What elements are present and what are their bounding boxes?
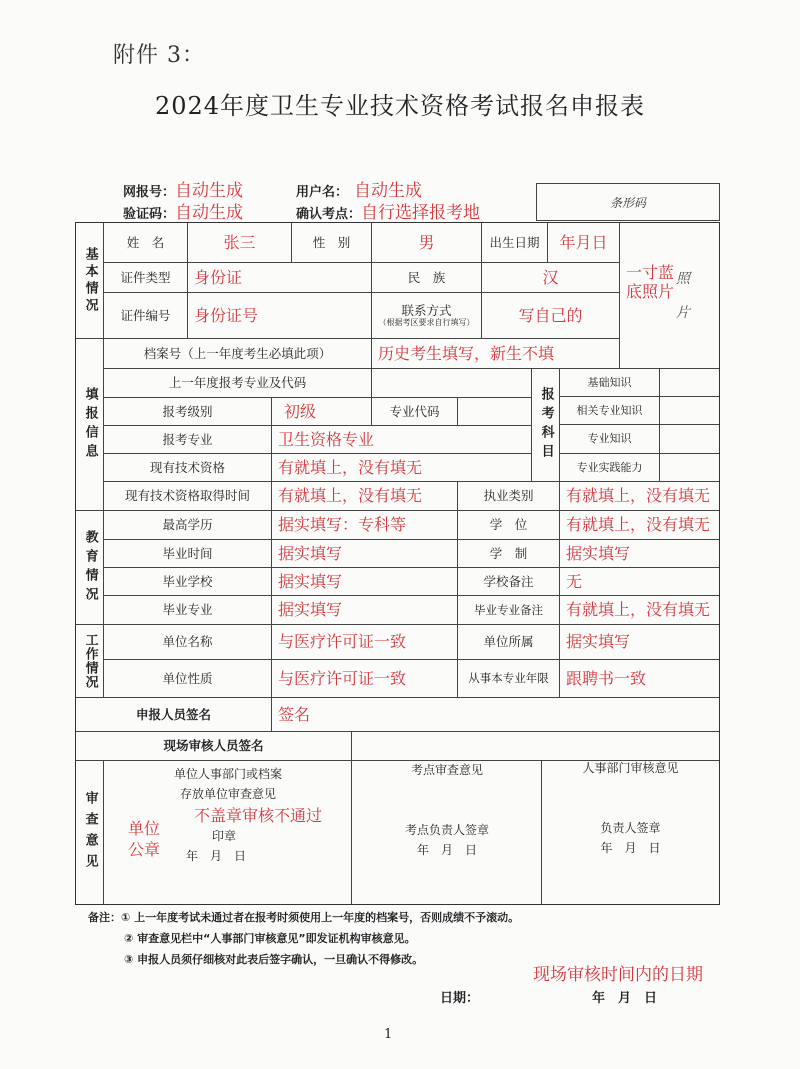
grad-time-value[interactable]: 据实填写 — [272, 540, 458, 568]
id-no-value[interactable]: 身份证号 — [188, 293, 372, 339]
form-title: 2024年度卫生专业技术资格考试报名申报表 — [154, 92, 646, 120]
captcha-field — [123, 198, 243, 223]
unit-name-label: 单位名称 — [104, 625, 272, 660]
captcha-label: 验证码： — [123, 207, 176, 222]
unit-review-title-1: 单位人事部门或档案 — [173, 767, 282, 781]
gender-label: 性 别 — [292, 223, 372, 263]
photo-box[interactable] — [620, 223, 719, 369]
practice-label: 执业类别 — [458, 482, 560, 511]
attachment-label: 附件 3： — [113, 43, 205, 68]
unit-seal-annotation: 单位公章 — [127, 819, 160, 859]
highest-edu-label: 最高学历 — [104, 511, 272, 540]
archive-label: 档案号（上一年度考生必填此项） — [104, 339, 372, 369]
subjects-section — [532, 369, 560, 482]
unit-review-box[interactable] — [104, 761, 352, 904]
section-review — [76, 761, 104, 904]
date-label: 日期： — [440, 991, 480, 1006]
level-value[interactable]: 初级 — [272, 398, 372, 426]
barcode-box — [536, 183, 720, 221]
unit-nature-value[interactable]: 与医疗许可证一致 — [272, 660, 458, 698]
birth-label: 出生日期 — [482, 223, 548, 263]
section-fill — [76, 339, 104, 511]
major-label: 报考专业 — [104, 426, 272, 454]
exam-site-label: 确认考点： — [296, 207, 362, 222]
contact-label: 联系方式 — [401, 302, 452, 318]
applicant-sign-label: 申报人员签名 — [76, 698, 272, 732]
section-basic — [76, 223, 104, 339]
date-value[interactable]: 年 月 日 — [592, 991, 658, 1006]
subject-checkbox[interactable] — [660, 454, 719, 482]
application-form-table — [75, 222, 720, 905]
subject-checkbox[interactable] — [660, 397, 719, 425]
school-label: 毕业学校 — [104, 568, 272, 596]
tech-qual-label: 现有技术资格 — [104, 454, 272, 482]
section-education-label: 教育情况 — [82, 529, 98, 606]
grad-time-label: 毕业时间 — [104, 540, 272, 568]
reviewer-sign-label: 现场审核人员签名 — [76, 732, 352, 761]
subject-checkbox[interactable] — [660, 369, 719, 397]
applicant-sign-value[interactable]: 签名 — [272, 698, 719, 732]
captcha-value[interactable]: 自动生成 — [175, 203, 244, 223]
site-review-box[interactable] — [352, 761, 542, 904]
unit-name-value[interactable]: 与医疗许可证一致 — [272, 625, 458, 660]
web-no-label: 网报号： — [123, 185, 176, 200]
section-basic-label: 基本情况 — [82, 246, 98, 315]
prev-major-value[interactable] — [372, 369, 532, 398]
reviewer-sign-value[interactable] — [352, 732, 719, 761]
id-no-label: 证件编号 — [104, 293, 188, 339]
notes-block — [88, 907, 519, 970]
archive-value[interactable]: 历史考生填写，新生不填 — [372, 339, 620, 369]
highest-edu-value[interactable]: 据实填写：专科等 — [272, 511, 458, 540]
unit-review-date: 年 月 日 — [186, 849, 247, 863]
ethnicity-label: 民 族 — [372, 263, 482, 293]
site-review-title: 考点审查意见 — [410, 763, 483, 777]
hr-review-title: 人事部门审核意见 — [582, 761, 679, 775]
duration-label: 学 制 — [458, 540, 560, 568]
name-value[interactable]: 张三 — [188, 223, 292, 263]
unit-review-annotation: 不盖章审核不通过 — [194, 806, 323, 825]
unit-review-title-2: 存放单位审查意见 — [179, 787, 276, 801]
id-type-label: 证件类型 — [104, 263, 188, 293]
username-value[interactable]: 自动生成 — [354, 181, 423, 201]
id-type-value[interactable]: 身份证 — [188, 263, 372, 293]
subject-label: 专业实践能力 — [560, 454, 660, 482]
section-review-label: 审查意见 — [82, 790, 98, 875]
section-fill-label: 填报信息 — [82, 386, 98, 463]
subjects-section-label: 报考科目 — [538, 387, 554, 463]
hr-review-sign: 负责人签章 — [600, 821, 661, 835]
hr-review-box[interactable] — [542, 761, 719, 904]
section-education — [76, 511, 104, 625]
date-annotation: 现场审核时间内的日期 — [533, 965, 703, 985]
subject-label: 相关专业知识 — [560, 397, 660, 425]
contact-note: （根据考区要求自行填写） — [378, 318, 475, 328]
practice-value[interactable]: 有就填上，没有填无 — [560, 482, 719, 511]
photo-annotation: 一寸蓝底照片 — [626, 263, 675, 302]
page-number: 1 — [384, 1027, 393, 1042]
school-note-label: 学校备注 — [458, 568, 560, 596]
tech-qual-time-label: 现有技术资格取得时间 — [104, 482, 272, 511]
gender-value[interactable]: 男 — [372, 223, 482, 263]
ethnicity-value[interactable]: 汉 — [482, 263, 620, 293]
subject-label: 基础知识 — [560, 369, 660, 397]
hr-review-date: 年 月 日 — [600, 841, 661, 855]
photo-label: 照片 — [676, 271, 690, 321]
site-review-sign: 考点负责人签章 — [404, 823, 489, 837]
prev-major-label: 上一年度报考专业及代码 — [104, 369, 372, 398]
unit-affil-label: 单位所属 — [458, 625, 560, 660]
note-item: ② 审查意见栏中“人事部门审核意见”即发证机构审核意见。 — [124, 932, 416, 945]
years-label: 从事本专业年限 — [458, 660, 560, 698]
contact-value[interactable]: 写自己的 — [482, 293, 620, 339]
duration-value[interactable]: 据实填写 — [560, 540, 719, 568]
school-value[interactable]: 据实填写 — [272, 568, 458, 596]
web-no-value[interactable]: 自动生成 — [175, 181, 244, 201]
note-item: ① 上一年度考试未通过者在报考时须使用上一年度的档案号，否则成绩不予滚动。 — [121, 911, 520, 924]
tech-qual-value[interactable]: 有就填上，没有填无 — [272, 454, 532, 482]
section-work-label: 工作情况 — [82, 633, 98, 689]
unit-affil-value[interactable]: 据实填写 — [560, 625, 719, 660]
section-work — [76, 625, 104, 698]
subject-checkbox[interactable] — [660, 425, 719, 454]
tech-qual-time-value[interactable]: 有就填上，没有填无 — [272, 482, 458, 511]
degree-value[interactable]: 有就填上，没有填无 — [560, 511, 719, 540]
major-code-value[interactable] — [458, 398, 532, 426]
major-code-label: 专业代码 — [372, 398, 458, 426]
subject-label: 专业知识 — [560, 425, 660, 454]
name-label: 姓 名 — [104, 223, 188, 263]
grad-major-value[interactable]: 据实填写 — [272, 596, 458, 625]
username-label: 用户名： — [296, 185, 349, 200]
site-review-date: 年 月 日 — [416, 843, 477, 857]
contact-label-cell — [372, 293, 482, 339]
unit-seal-label: 印章 — [212, 829, 237, 843]
grad-major-label: 毕业专业 — [104, 596, 272, 625]
degree-label: 学 位 — [458, 511, 560, 540]
major-value[interactable]: 卫生资格专业 — [272, 426, 532, 454]
grad-major-note-label: 毕业专业备注 — [458, 596, 560, 625]
school-note-value[interactable]: 无 — [560, 568, 719, 596]
note-item: ③ 申报人员须仔细核对此表后签字确认，一旦确认不得修改。 — [124, 953, 424, 966]
grad-major-note-value[interactable]: 有就填上，没有填无 — [560, 596, 719, 625]
unit-nature-label: 单位性质 — [104, 660, 272, 698]
birth-value[interactable]: 年月日 — [548, 223, 620, 263]
years-value[interactable]: 跟聘书一致 — [560, 660, 719, 698]
notes-label: 备注： — [88, 911, 121, 924]
level-label: 报考级别 — [104, 398, 272, 426]
exam-site-value[interactable]: 自行选择报考地 — [361, 203, 481, 223]
exam-site-field — [296, 198, 480, 223]
barcode-label: 条形码 — [609, 195, 646, 210]
